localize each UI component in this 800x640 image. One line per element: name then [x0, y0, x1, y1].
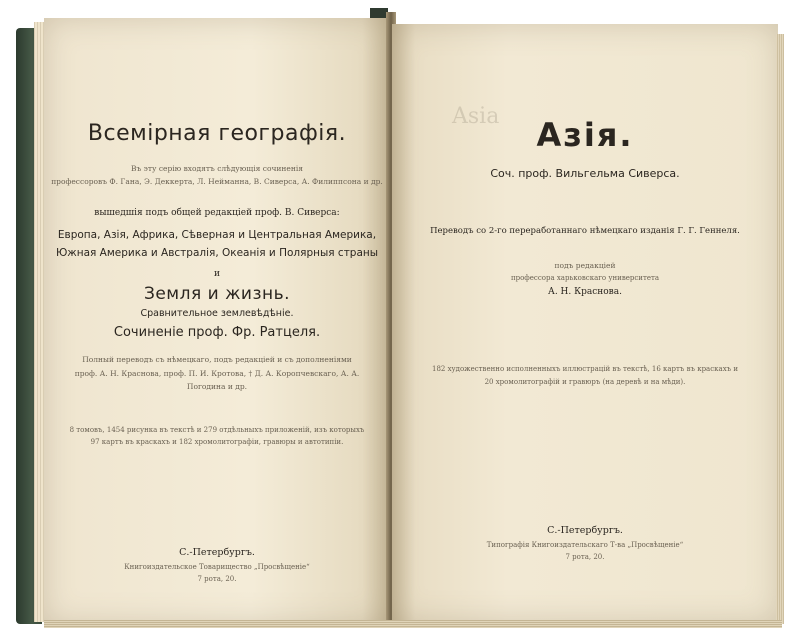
translation-line-1: Полный переводъ съ нѣмецкаго, подъ редакціей и съ дополненіями	[82, 355, 352, 364]
intro-line-1: Въ эту серію входятъ слѣдующія сочиненія	[131, 164, 303, 173]
author-line: Соч. проф. Вильгельма Сиверса.	[490, 167, 680, 180]
volumes-line-1: Европа, Азія, Африка, Сѣверная и Центральная Америка,	[57, 229, 377, 241]
page-edges-bottom	[44, 620, 782, 628]
right-page	[392, 24, 778, 622]
translation-line-3: Погодина и др.	[186, 382, 248, 391]
editor-line: вышедшія подъ общей редакціей проф. В. Сиверса:	[94, 208, 340, 218]
translation-line: Переводъ со 2-го переработаннаго нѣмецкаго изданія Г. Г. Геннеля.	[430, 226, 740, 236]
editor-label: подъ редакціей	[554, 261, 616, 270]
second-subtitle: Сравнительное землевѣдѣніе.	[140, 308, 294, 319]
translation-line-2: проф. А. Н. Краснова, проф. П. И. Кротова, † Д. А. Коропчевскаго, А. А.	[74, 369, 360, 378]
conjunction: и	[214, 269, 220, 279]
volumes-info-1: 8 томовъ, 1454 рисунка въ текстѣ и 279 отдѣльныхъ приложеній, изъ которыхъ	[69, 426, 365, 434]
left-address: 7 рота, 20.	[197, 575, 237, 583]
illustrations-line-1: 182 художественно исполненныхъ иллюстрацій въ текстѣ, 16 картъ въ краскахъ и	[432, 365, 738, 373]
illustrations-line-2: 20 хромолитографій и гравюръ (на деревѣ и на мѣди).	[484, 378, 686, 386]
volumes-line-2: Южная Америка и Австралія, Океанія и Полярныя страны	[55, 247, 379, 259]
page-edges-right	[776, 34, 784, 624]
left-publisher: Книгоиздательское Товарищество „Просвѣщеніе“	[124, 563, 310, 571]
volumes-info-2: 97 картъ въ краскахъ и 182 хромолитографіи, гравюры и автотипіи.	[90, 438, 344, 446]
editor-name: А. Н. Краснова.	[548, 287, 622, 297]
bleed-through-text: Asia	[452, 104, 500, 129]
right-address: 7 рота, 20.	[565, 553, 605, 561]
right-printer: Типографія Книгоиздательскаго Т-ва „Просвѣщеніе“	[486, 541, 684, 549]
second-title: Земля и жизнь.	[143, 284, 291, 304]
page-title: Азія.	[536, 116, 634, 154]
editor-role: профессора харьковскаго университета	[510, 274, 660, 282]
intro-line-2: профессоровъ Ф. Гана, Э. Деккерта, Л. Нейманна, В. Сиверса, А. Филиппсона и др.	[51, 177, 383, 186]
second-author: Сочиненіе проф. Фр. Ратцеля.	[113, 325, 321, 340]
left-city: С.-Петербургъ.	[179, 547, 255, 558]
left-page	[44, 18, 390, 624]
right-city: С.-Петербургъ.	[547, 525, 623, 536]
series-title: Всемірная географія.	[87, 121, 347, 146]
